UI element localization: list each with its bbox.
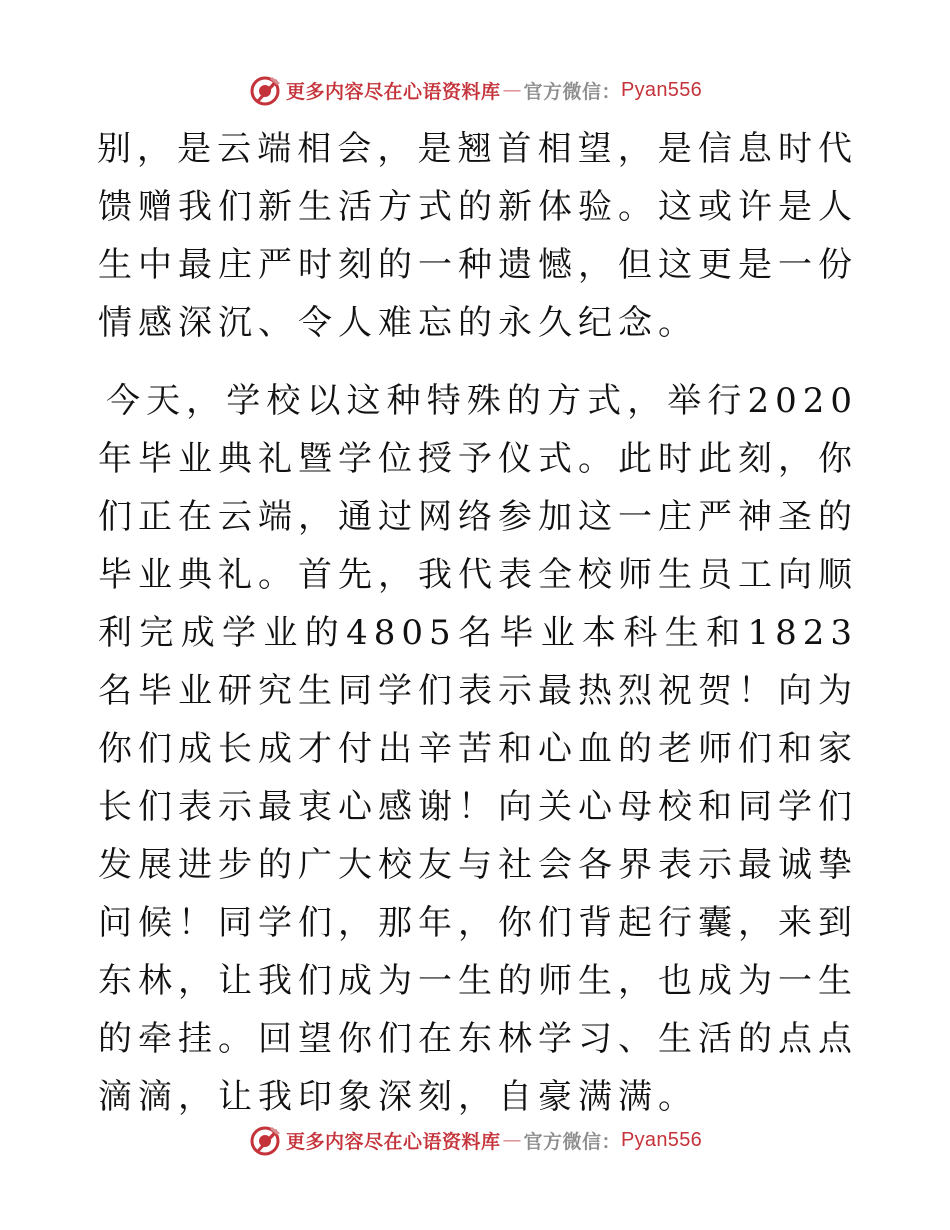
- document-body: [98, 120, 858, 1126]
- footer-watermark-banner: [0, 1120, 950, 1160]
- quill-pen-logo-icon: [248, 73, 282, 107]
- paragraph: 别，是云端相会，是翘首相望，是信息时代馈赠我们新生活方式的新体验。这或许是人生中最庄严时刻的一种遗憾，但这更是一份情感深沉、令人难忘的永久纪念。: [97, 129, 858, 343]
- banner-dash: —: [502, 79, 522, 101]
- paragraph: 今天，学校以这种特殊的方式，举行2020年毕业典礼暨学位授予仪式。此时此刻，你们正在云端，通过网络参加这一庄严神圣的毕业典礼。首先，我代表全校师生员工向顺利完成学业的4805名毕业本科生和1823名毕业研究生同学们表示最热烈祝贺！向为你们成长成才付出辛苦和心血的老师们和家长们表示最衷心感谢！向关心母校和同学们发展进步的广大校友与社会各界表示最诚挚问候！同学们，那年，你们背起行囊，来到东林，让我们成为一生的师生，也成为一生的牵挂。回望你们在东林学习、生活的点点滴滴，让我印象深刻，自豪满满。: [98, 381, 858, 1117]
- banner-dash: —: [502, 1129, 522, 1151]
- header-watermark-banner: [0, 70, 950, 110]
- banner-wechat-label: 官方微信：: [523, 1130, 621, 1153]
- quill-pen-logo-icon: [248, 1123, 282, 1157]
- banner-slogan: 更多内容尽在心语资料库: [285, 80, 501, 103]
- banner-slogan: 更多内容尽在心语资料库: [285, 1130, 501, 1153]
- banner-wechat-label: 官方微信：: [523, 80, 621, 103]
- banner-wechat-id: Pyan556: [620, 1128, 703, 1151]
- banner-wechat-id: Pyan556: [620, 78, 703, 101]
